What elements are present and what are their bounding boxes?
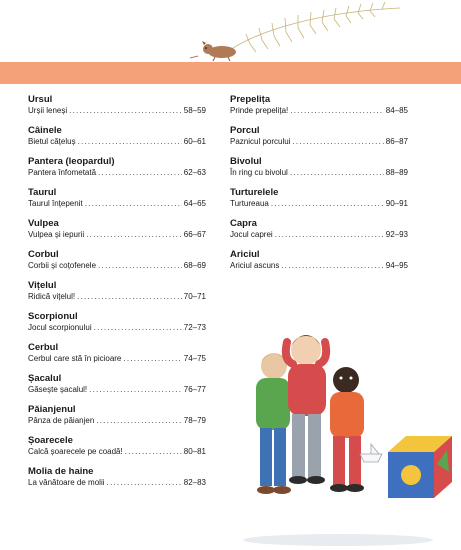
entry-subtitle: Prinde prepelița! <box>230 106 289 115</box>
leader-dots <box>290 167 384 178</box>
toc-entry <box>28 280 206 302</box>
entry-subtitle: Corbii și coțofenele <box>28 261 97 270</box>
contents-left-column <box>28 94 206 497</box>
entry-title: Ariciul <box>230 249 260 260</box>
entry-title: Pantera (leopardul) <box>28 156 115 167</box>
entry-pages: 90–91 <box>385 199 408 208</box>
toc-entry <box>28 404 206 426</box>
entry-subtitle: Cerbul care stă în picioare <box>28 354 122 363</box>
leader-dots <box>275 229 384 240</box>
entry-pages: 62–63 <box>183 168 206 177</box>
entry-title: Păianjenul <box>28 404 76 415</box>
entry-subtitle: La vânătoare de molii <box>28 478 105 487</box>
entry-title: Prepelița <box>230 94 271 105</box>
leader-dots <box>98 260 182 271</box>
toc-entry <box>28 94 206 116</box>
leader-dots <box>271 198 384 209</box>
entry-subtitle: Paznicul porcului <box>230 137 291 146</box>
leader-dots <box>290 105 383 116</box>
toc-entry <box>28 218 206 240</box>
entry-pages: 88–89 <box>385 168 408 177</box>
entry-pages: 70–71 <box>183 292 206 301</box>
entry-pages: 92–93 <box>385 230 408 239</box>
entry-pages: 66–67 <box>183 230 206 239</box>
entry-subtitle: Jocul scorpionului <box>28 323 92 332</box>
leader-dots <box>78 136 182 147</box>
toc-entry <box>28 156 206 178</box>
entry-title: Șoarecele <box>28 435 73 446</box>
entry-title: Molia de haine <box>28 466 94 477</box>
leader-dots <box>86 229 182 240</box>
leader-dots <box>292 136 383 147</box>
entry-pages: 84–85 <box>385 106 408 115</box>
child-red-icon <box>286 335 326 484</box>
entry-title: Vițelul <box>28 280 57 291</box>
entry-title: Ursul <box>28 94 53 105</box>
entry-title: Corbul <box>28 249 59 260</box>
toc-entry <box>230 156 408 178</box>
toc-entry <box>28 435 206 457</box>
toc-entry <box>230 187 408 209</box>
entry-title: Capra <box>230 218 257 229</box>
children-illustration <box>238 318 461 550</box>
leader-dots <box>85 198 182 209</box>
entry-title: Câinele <box>28 125 62 136</box>
entry-subtitle: Ariciul ascuns <box>230 261 280 270</box>
squirrel-illustration <box>0 0 461 62</box>
leader-dots <box>125 446 182 457</box>
entry-subtitle: Pantera înfometată <box>28 168 97 177</box>
entry-pages: 80–81 <box>183 447 206 456</box>
toc-entry <box>28 342 206 364</box>
toc-entry <box>230 125 408 147</box>
contents-right-column <box>230 94 408 280</box>
entry-pages: 94–95 <box>385 261 408 270</box>
entry-subtitle: Calcă șoarecele pe coadă! <box>28 447 123 456</box>
entry-subtitle: Bietul cățeluș <box>28 137 76 146</box>
entry-pages: 78–79 <box>183 416 206 425</box>
entry-pages: 68–69 <box>183 261 206 270</box>
toc-entry <box>230 94 408 116</box>
entry-subtitle: Ridică vițelul! <box>28 292 76 301</box>
leader-dots <box>77 291 182 302</box>
entry-subtitle: Găsește șacalul! <box>28 385 88 394</box>
entry-pages: 82–83 <box>183 478 206 487</box>
entry-pages: 72–73 <box>183 323 206 332</box>
entry-title: Bivolul <box>230 156 262 167</box>
leader-dots <box>98 167 182 178</box>
entry-pages: 86–87 <box>385 137 408 146</box>
entry-subtitle: În ring cu bivolul <box>230 168 288 177</box>
toc-entry <box>28 125 206 147</box>
entry-subtitle: Vulpea și iepurii <box>28 230 85 239</box>
entry-subtitle: Jocul caprei <box>230 230 273 239</box>
entry-title: Cerbul <box>28 342 59 353</box>
child-orange-icon <box>330 367 364 492</box>
toc-entry <box>28 466 206 488</box>
child-green-icon <box>256 353 291 494</box>
entry-title: Taurul <box>28 187 57 198</box>
entry-pages: 74–75 <box>183 354 206 363</box>
toc-entry <box>28 373 206 395</box>
entry-subtitle: Taurul înțepenit <box>28 199 83 208</box>
toc-entry <box>28 311 206 333</box>
leader-dots <box>107 477 182 488</box>
toc-entry <box>230 218 408 240</box>
entry-pages: 76–77 <box>183 385 206 394</box>
leader-dots <box>94 322 182 333</box>
leader-dots <box>123 353 181 364</box>
leader-dots <box>89 384 182 395</box>
entry-subtitle: Pânza de păianjen <box>28 416 95 425</box>
entry-subtitle: Urșii leneși <box>28 106 68 115</box>
leader-dots <box>96 415 181 426</box>
entry-title: Vulpea <box>28 218 59 229</box>
entry-title: Șacalul <box>28 373 62 384</box>
toc-entry <box>28 187 206 209</box>
entry-title: Porcul <box>230 125 260 136</box>
entry-pages: 58–59 <box>183 106 206 115</box>
header-band <box>0 62 461 84</box>
entry-title: Turturelele <box>230 187 279 198</box>
entry-pages: 60–61 <box>183 137 206 146</box>
paper-boat-icon <box>360 444 382 462</box>
toy-cube-icon <box>388 436 452 498</box>
toc-entry <box>230 249 408 271</box>
entry-pages: 64–65 <box>183 199 206 208</box>
toc-entry <box>28 249 206 271</box>
entry-title: Scorpionul <box>28 311 78 322</box>
entry-subtitle: Turtureaua <box>230 199 269 208</box>
leader-dots <box>69 105 182 116</box>
leader-dots <box>281 260 383 271</box>
